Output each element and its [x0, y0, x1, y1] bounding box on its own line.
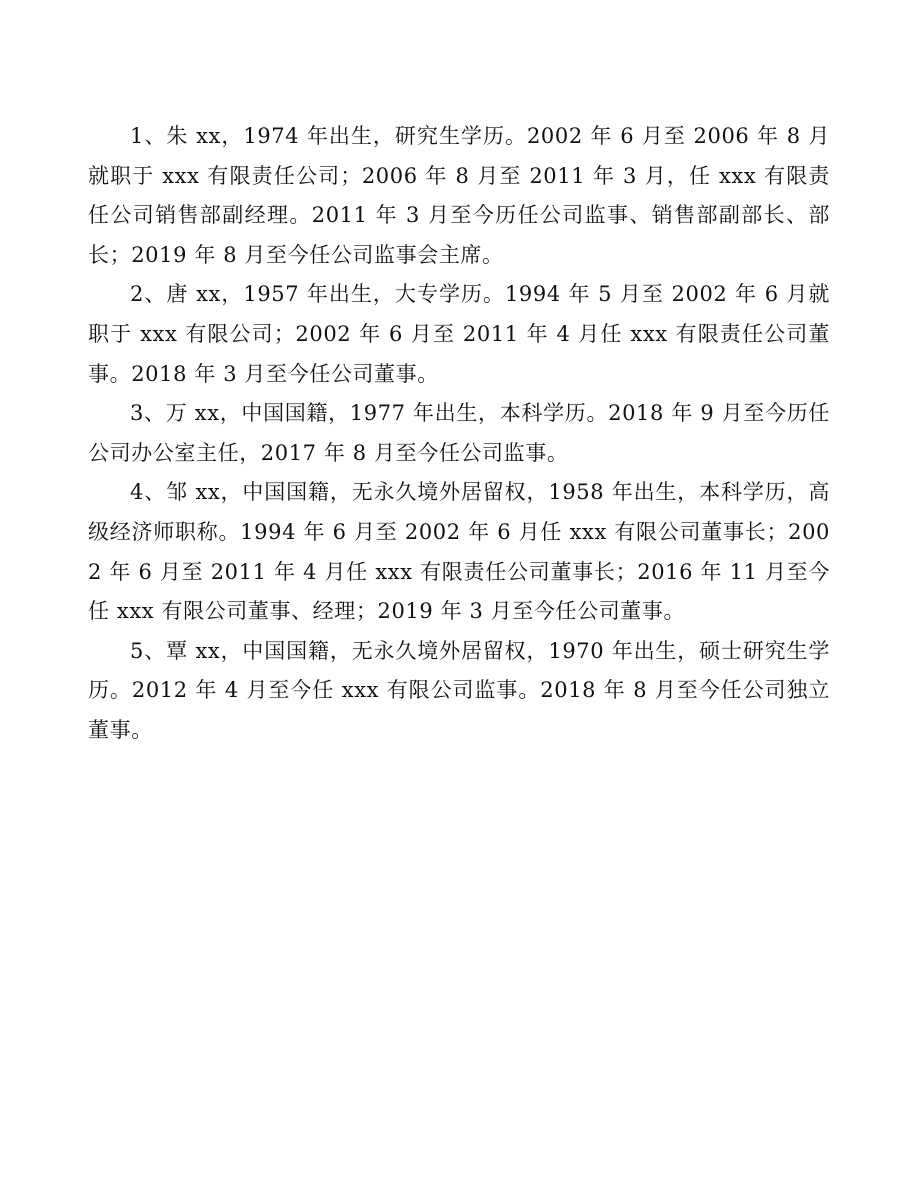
paragraph-2: 2、唐 xx，1957 年出生，大专学历。1994 年 5 月至 2002 年 6 月就职于 xxx 有限公司；2002 年 6 月至 2011 年 4 月任 xxx 有限责任公司董事。2018 年 3 月至今任公司董事。 [88, 282, 830, 386]
paragraph-4: 4、邹 xx，中国国籍，无永久境外居留权，1958 年出生，本科学历，高级经济师职称。1994 年 6 月至 2002 年 6 月任 xxx 有限公司董事长；2002 年 6 月至 2011 年 4 月任 xxx 有限责任公司董事长；2016 年 11 月至今任 xxx 有限公司董事、经理；2019 年 3 月至今任公司董事。 [88, 480, 830, 624]
paragraph-1: 1、朱 xx，1974 年出生，研究生学历。2002 年 6 月至 2006 年 8 月就职于 xxx 有限责任公司；2006 年 8 月至 2011 年 3 月，任 xxx 有限责任公司销售部副经理。2011 年 3 月至今历任公司监事、销售部副部长、部长；2019 年 8 月至今任公司监事会主席。 [88, 124, 830, 267]
document-body [88, 117, 830, 751]
paragraph-3: 3、万 xx，中国国籍，1977 年出生，本科学历。2018 年 9 月至今历任公司办公室主任，2017 年 8 月至今任公司监事。 [88, 401, 830, 465]
paragraph-5: 5、覃 xx，中国国籍，无永久境外居留权，1970 年出生，硕士研究生学历。2012 年 4 月至今任 xxx 有限公司监事。2018 年 8 月至今任公司独立董事。 [88, 638, 830, 742]
